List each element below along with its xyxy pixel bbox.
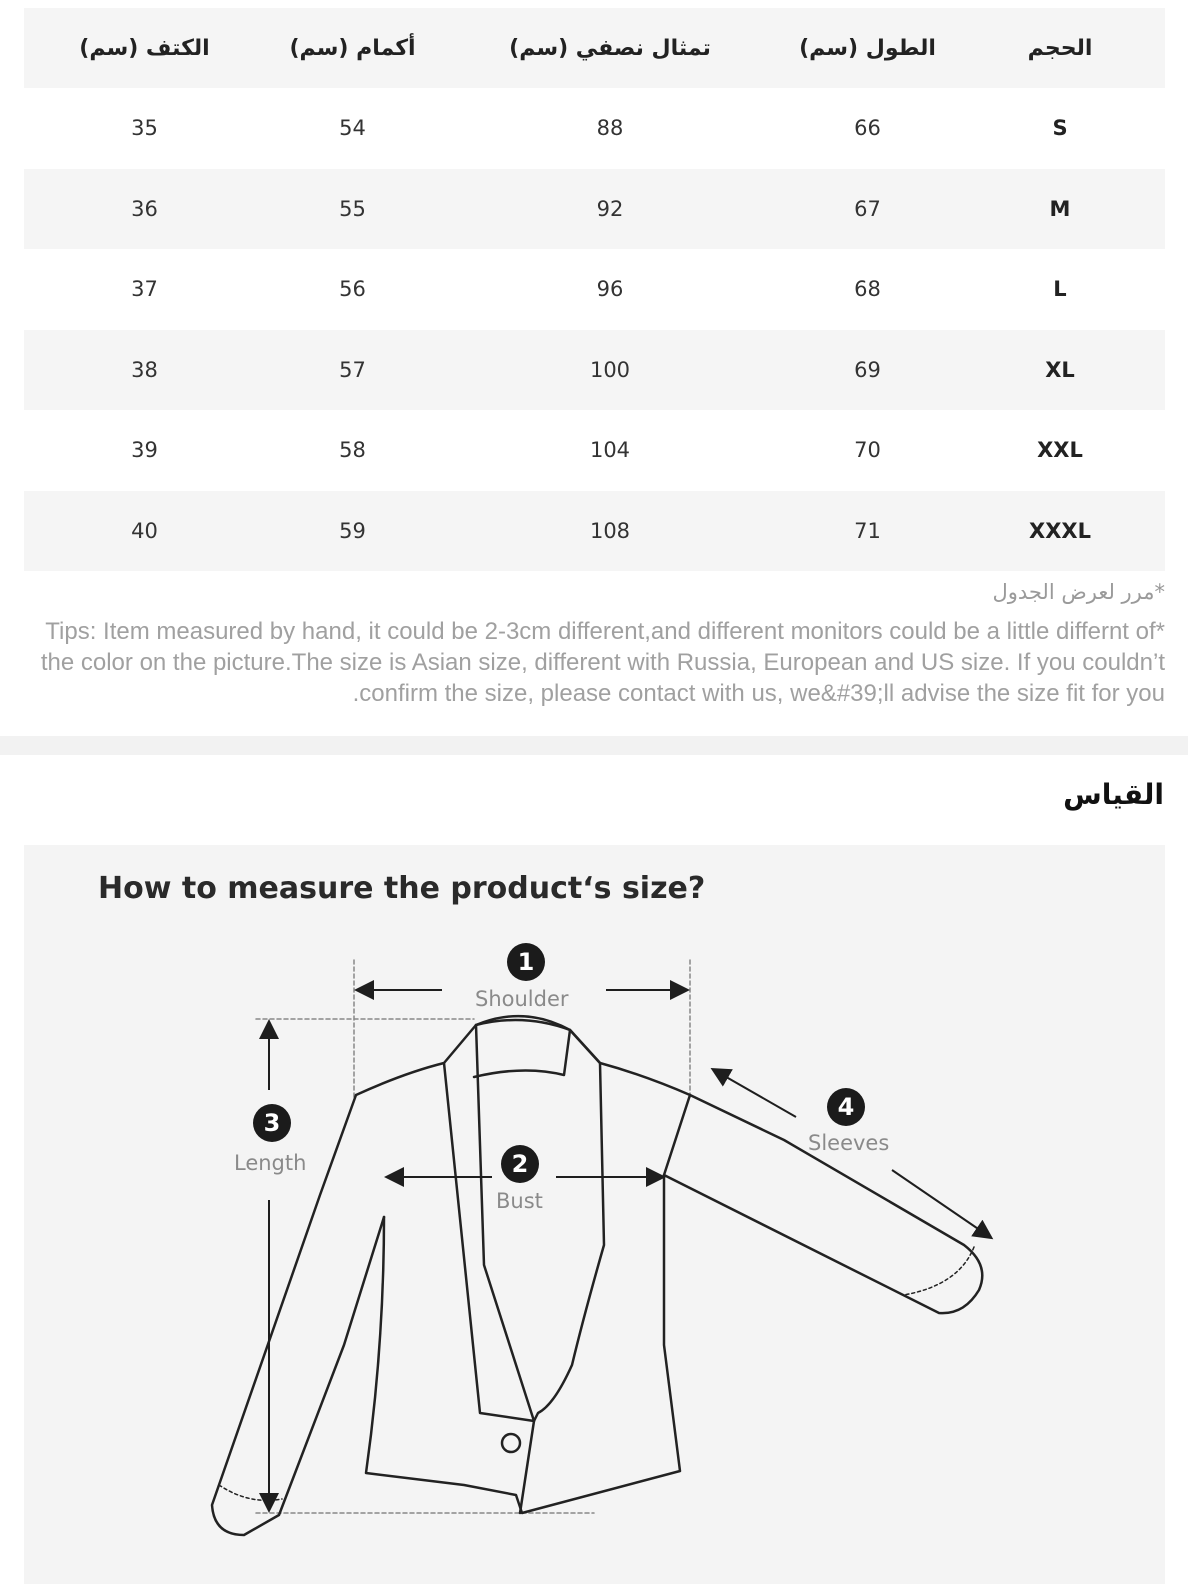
length-cell: 67 [854,196,881,221]
measurement-diagram [24,845,1165,1584]
size-chart-table [24,8,1165,571]
shoulder-cell: 40 [131,518,158,543]
header-size: الحجم [1027,35,1093,61]
length-cell: 70 [854,438,881,463]
size-cell: XL [1045,357,1075,382]
measure-label-sleeves: Sleeves [808,1131,890,1155]
length-cell: 69 [854,357,881,382]
length-cell: 66 [854,116,881,141]
bust-cell: 88 [596,116,624,141]
bust-cell: 96 [596,277,624,302]
section-divider [0,736,1188,755]
shoulder-cell: 37 [131,277,158,302]
bust-cell: 108 [589,518,631,543]
table-row [24,410,1165,491]
diagram-heading: How to measure the product‘s size? [98,871,706,906]
size-cell: M [1049,196,1071,221]
measure-label-length: Length [234,1151,307,1175]
shoulder-cell: 38 [131,357,158,382]
bust-cell: 104 [589,438,631,463]
size-cell: L [1053,277,1067,302]
sleeves-cell: 58 [339,438,366,463]
size-cell: S [1052,116,1068,141]
shoulder-cell: 39 [131,438,158,463]
measure-badge-sleeves: 4 [827,1088,865,1126]
table-row [24,169,1165,250]
size-cell: XXL [1037,438,1083,463]
size-tips-text: *Tips: Item measured by hand, it could be 2-3cm different,and different monitors could be a little differnt of the color on the picture.The size is Asian size, different with Russia, European and US size. If you couldn’t confirm the size, please contact with us, we&#39;ll advise the size fit for you. [40,618,1165,707]
size-cell: XXXL [1029,518,1091,543]
bust-cell: 92 [596,196,624,221]
measure-badge-bust: 2 [501,1145,539,1183]
table-row [24,491,1165,572]
shoulder-cell: 35 [131,116,158,141]
sleeves-cell: 57 [339,357,366,382]
table-row [24,330,1165,411]
measure-label-bust: Bust [496,1189,543,1213]
table-row [24,249,1165,330]
table-row [24,88,1165,169]
measure-badge-shoulder: 1 [507,943,545,981]
jacket-illustration [24,845,1165,1584]
header-bust: تمثال نصفي (سم) [509,35,711,61]
header-shoulder: الكتف (سم) [79,35,210,61]
length-cell: 71 [854,518,881,543]
header-length: الطول (سم) [799,35,936,61]
sleeves-cell: 54 [339,116,366,141]
sleeves-cell: 56 [339,277,366,302]
section-title: القياس [1063,778,1164,811]
measure-badge-length: 3 [253,1104,291,1142]
length-cell: 68 [854,277,881,302]
sleeves-cell: 55 [339,196,366,221]
scroll-hint: *مرر لعرض الجدول [992,580,1165,604]
header-sleeves: أكمام (سم) [289,35,416,61]
measure-label-shoulder: Shoulder [475,987,569,1011]
shoulder-cell: 36 [131,196,158,221]
sleeves-cell: 59 [339,518,366,543]
bust-cell: 100 [589,357,631,382]
table-header-row [24,8,1165,88]
